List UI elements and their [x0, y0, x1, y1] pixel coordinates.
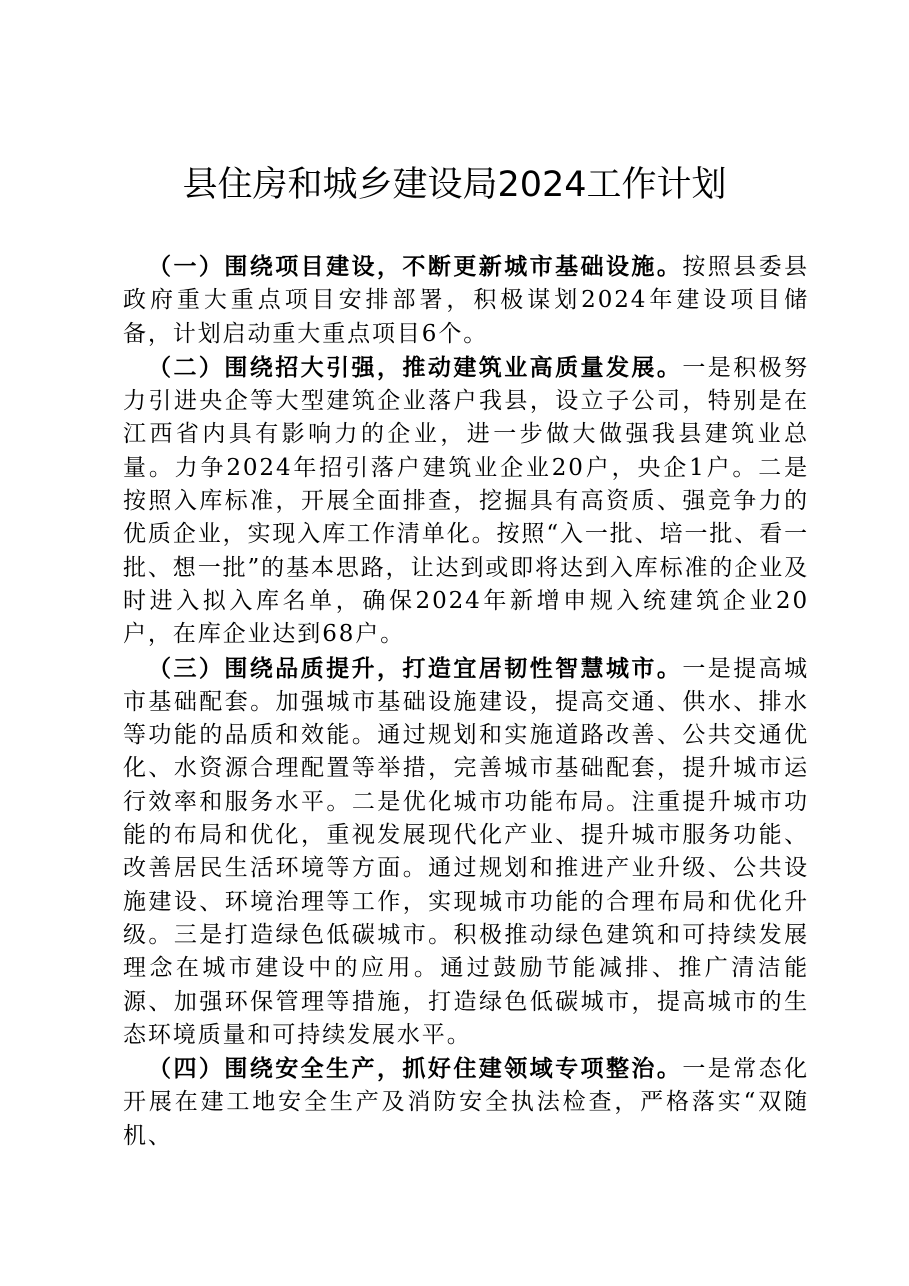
- paragraph-safety-production: [123, 1052, 809, 1153]
- paragraph-construction-industry: [123, 351, 809, 652]
- paragraph-heading: （一）围绕项目建设，不断更新城市基础设施。: [148, 253, 683, 280]
- paragraph-heading: （二）围绕招大引强，推动建筑业高质量发展。: [148, 353, 683, 381]
- paragraph-project-construction: [123, 250, 809, 351]
- paragraph-text: 一是积极努力引进央企等大型建筑企业落户我县，设立子公司，特别是在江西省内具有影响力的企业，进一步做大做强我县建筑业总量。力争2024年招引落户建筑业企业20户，央企1户。二是按照入库标准，开展全面排查，挖掘具有高资质、强竞争力的优质企业，实现入库工作清单化。按照“入一批、培一批、看一批、想一批”的基本思路，让达到或即将达到入库标准的企业及时进入拟入库名单，确保2024年新增申规入统建筑企业20户，在库企业达到68户。: [123, 354, 810, 648]
- paragraph-text: 一是常态化开展在建工地安全生产及消防安全执法检查，严格落实“双随机、: [123, 1056, 810, 1149]
- paragraph-heading: （三）围绕品质提升，打造宜居韧性智慧城市。: [148, 654, 683, 682]
- document-title: 县住房和城乡建设局2024工作计划: [182, 165, 727, 205]
- paragraph-text: 按照县委县政府重大重点项目安排部署，积极谋划2024年建设项目储备，计划启动重大重点项目6个。: [123, 254, 810, 347]
- paragraph-heading: （四）围绕安全生产，抓好住建领域专项整治。: [148, 1055, 683, 1083]
- paragraph-text: 一是提高城市基础配套。加强城市基础设施建设，提高交通、供水、排水等功能的品质和效能。通过规划和实施道路改善、公共交通优化、水资源合理配置等举措，完善城市基础配套，提升城市运行效率和服务水平。二是优化城市功能布局。注重提升城市功能的布局和优化，重视发展现代化产业、提升城市服务功能、改善居民生活环境等方面。通过规划和推进产业升级、公共设施建设、环境治理等工作，实现城市功能的合理布局和优化升级。三是打造绿色低碳城市。积极推动绿色建筑和可持续发展理念在城市建设中的应用。通过鼓励节能减排、推广清洁能源、加强环保管理等措施，打造绿色低碳城市，提高城市的生态环境质量和可持续发展水平。: [123, 655, 810, 1048]
- document-body: [123, 250, 809, 1153]
- paragraph-livable-city: [123, 652, 809, 1053]
